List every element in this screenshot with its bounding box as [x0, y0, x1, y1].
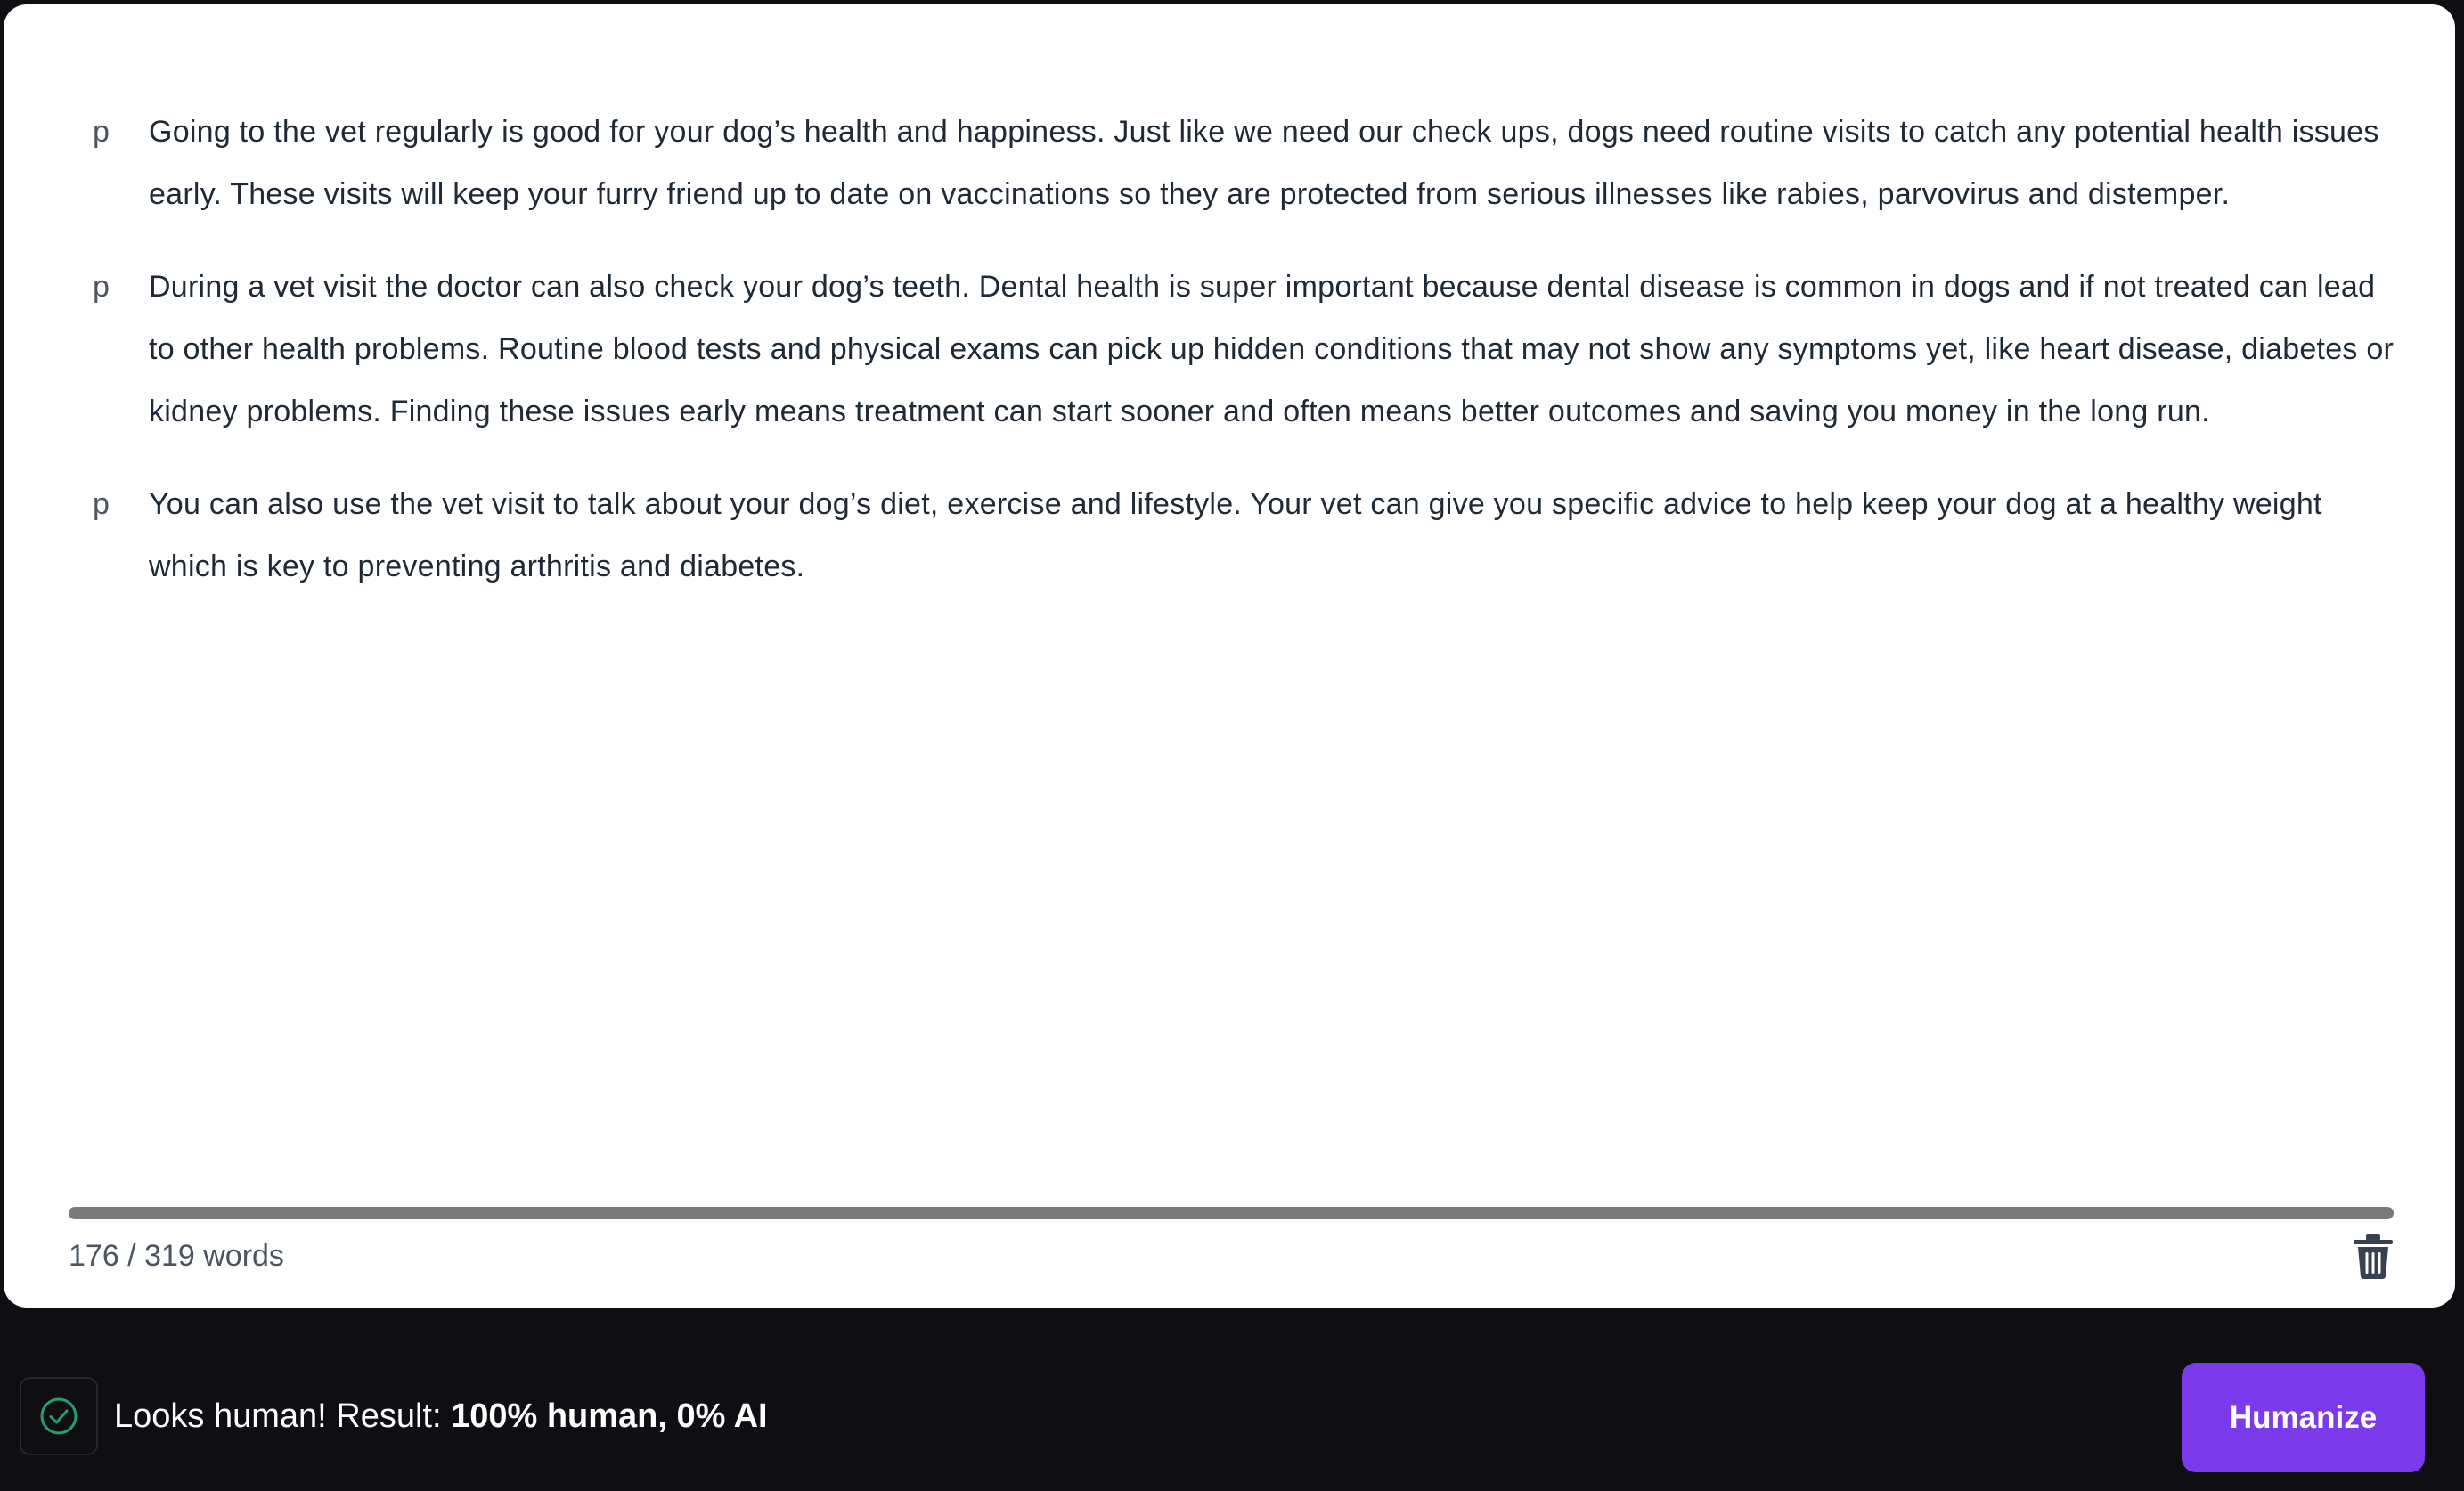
paragraph-tag-label: p [93, 115, 110, 149]
result-status-badge [20, 1377, 98, 1455]
word-limit-progress-fill [69, 1207, 2394, 1219]
paragraph-text[interactable]: You can also use the vet visit to talk about your dog’s diet, exercise and lifestyle. Your vet can give you specific advice to help keep your dog at a healthy weight which is key to preventing arthritis and diabetes. [149, 487, 2322, 583]
word-count-label: 176 / 319 words [69, 1239, 284, 1273]
clear-text-button[interactable] [2352, 1234, 2395, 1280]
editor-content[interactable] [93, 101, 2400, 628]
paragraph-row[interactable] [93, 101, 2400, 225]
trash-icon [2352, 1234, 2395, 1280]
paragraph-text[interactable]: During a vet visit the doctor can also check your dog’s teeth. Dental health is super important because dental disease is common in dogs and if not treated can lead to other health problems. Routine blood tests and physical exams can pick up hidden conditions that may not show any symptoms yet, like heart disease, diabetes or kidney problems. Finding these issues early means treatment can start sooner and often means better outcomes and saving you money in the long run. [149, 270, 2395, 428]
paragraph-row[interactable] [93, 256, 2400, 443]
text-editor-card [4, 4, 2455, 1308]
result-prefix: Looks human! Result: [114, 1397, 452, 1435]
result-verdict: 100% human, 0% AI [451, 1397, 768, 1435]
detection-result-text [114, 1392, 768, 1440]
paragraph-text[interactable]: Going to the vet regularly is good for your dog’s health and happiness. Just like we need our check ups, dogs need routine visits to catch any potential health issues early. These visits will keep your furry friend up to date on vaccinations so they are protected from serious illnesses like rabies, parvovirus and distemper. [149, 115, 2379, 211]
word-limit-progress-bar [69, 1207, 2394, 1219]
paragraph-row[interactable] [93, 473, 2400, 598]
paragraph-tag-label: p [93, 270, 110, 304]
humanize-button[interactable]: Humanize [2182, 1363, 2425, 1472]
check-circle-icon [39, 1397, 78, 1436]
paragraph-tag-label: p [93, 487, 110, 521]
